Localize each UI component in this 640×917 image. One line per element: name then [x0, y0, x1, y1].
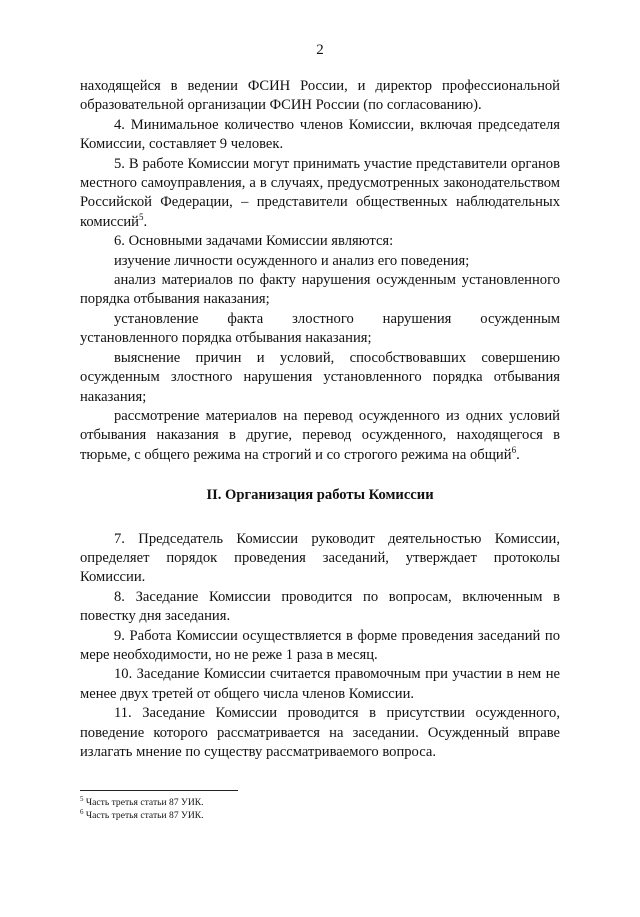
- paragraph-item-5: [80, 155, 560, 233]
- paragraph-continuation: находящейся в ведении ФСИН России, и директор профессиональной образовательной организации ФСИН России (по согласованию).: [80, 78, 560, 114]
- task-item-3: установление факта злостного нарушения осужденным установленного порядка отбывания наказания;: [80, 310, 560, 347]
- page-number: 2: [316, 42, 324, 58]
- task-item-5-tail: .: [516, 446, 520, 463]
- paragraph-item-5-text: 5. В работе Комиссии могут принимать участие представители органов местного самоуправления, а в случаях, предусмотренных законодательством Российской Федерации, – представители общественных наблюдательных комиссий: [80, 155, 560, 230]
- footnote-text-6: Часть третья статьи 87 УИК.: [83, 809, 204, 821]
- footnote-6: [80, 807, 560, 823]
- paragraph-item-9: 9. Работа Комиссии осуществляется в форме проведения заседаний по мере необходимости, но не реже 1 раза в месяц.: [80, 627, 560, 663]
- task-item-2: анализ материалов по факту нарушения осужденным установленного порядка отбывания наказания;: [80, 272, 560, 308]
- task-item-5: [80, 407, 560, 465]
- task-item-4: выяснение причин и условий, способствовавших совершению осужденным злостного нарушения установленного порядка отбывания наказания;: [80, 349, 560, 405]
- paragraph-item-10: 10. Заседание Комиссии считается правомочным при участии в нем не менее двух третей от общего числа членов Комиссии.: [80, 666, 560, 702]
- task-item-1: изучение личности осужденного и анализ его поведения;: [114, 252, 470, 269]
- footnote-ref-6: 6: [511, 444, 517, 455]
- paragraph-item-6: 6. Основными задачами Комиссии являются:: [114, 233, 394, 250]
- footnote-mark-6: 6: [80, 807, 84, 816]
- paragraph-item-5-tail: .: [143, 213, 148, 230]
- section-heading: II. Организация работы Комиссии: [206, 487, 434, 504]
- paragraph-item-7: 7. Председатель Комиссии руководит деятельностью Комиссии, определяет порядок проведения заседаний, утверждает протоколы Комиссии.: [80, 530, 560, 586]
- paragraph-item-4: 4. Минимальное количество членов Комиссии, включая председателя Комиссии, составляет 9 человек.: [80, 116, 560, 153]
- paragraph-item-8: 8. Заседание Комиссии проводится по вопросам, включенным в повестку дня заседания.: [80, 588, 560, 625]
- footnote-ref-5: 5: [139, 211, 144, 222]
- task-item-5-text: рассмотрение материалов на перевод осужденного из одних условий отбывания наказания в другие, перевод осужденного, находящегося в тюрьме, с общего режима на строгий и со строгого режима на общий: [80, 407, 560, 463]
- footnote-5: [80, 794, 560, 810]
- footnote-text-5: Часть третья статьи 87 УИК.: [83, 797, 204, 808]
- footnotes: [80, 794, 560, 822]
- footnote-mark-5: 5: [80, 794, 84, 803]
- body-text: [80, 77, 560, 762]
- footnote-divider: [80, 790, 238, 791]
- paragraph-item-11: 11. Заседание Комиссии проводится в присутствии осужденного, поведение которого рассматривается на заседании. Осужденный вправе излагать мнение по существу рассматриваемого вопроса.: [80, 705, 560, 760]
